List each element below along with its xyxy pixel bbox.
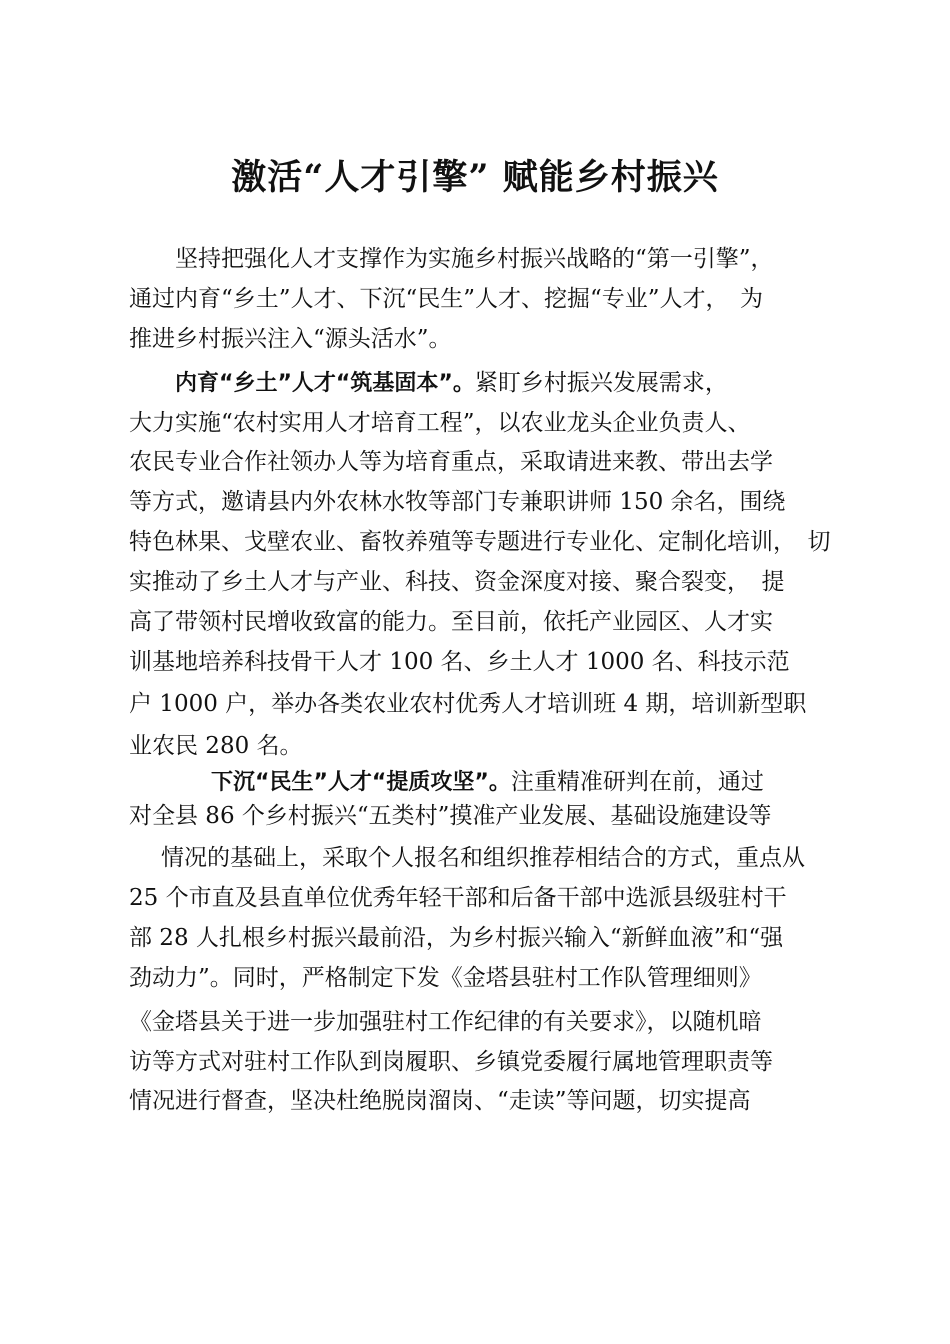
document-title: 激活“人才引擎” 赋能乡村振兴 [231, 157, 719, 198]
section2-line: 情况的基础上，采取个人报名和组织推荐相结合的方式，重点从 [161, 845, 805, 871]
section1-line: 特色林果、戈壁农业、畜牧养殖等专题进行专业化、定制化培训， 切 [129, 529, 831, 555]
intro-line: 推进乡村振兴注入“源头活水”。 [129, 326, 452, 352]
section1-line: 户 1000 户，举办各类农业农村优秀人才培训班 4 期，培训新型职 [129, 691, 807, 717]
section1-line: 高了带领村民增收致富的能力。至目前，依托产业园区、人才实 [129, 609, 773, 635]
section2-line: 访等方式对驻村工作队到岗履职、乡镇党委履行属地管理职责等 [129, 1049, 773, 1075]
section1-line: 农民专业合作社领办人等为培育重点，采取请进来教、带出去学 [129, 449, 773, 475]
section2-line: 对全县 86 个乡村振兴“五类村”摸准产业发展、基础设施建设等 [129, 803, 772, 829]
section2-line: 25 个市直及县直单位优秀年轻干部和后备干部中选派县级驻村干 [129, 885, 787, 911]
section1-line: 大力实施“农村实用人才培育工程”，以农业龙头企业负责人、 [129, 410, 751, 436]
section2-first-line-text: 注重精准研判在前，通过 [510, 769, 764, 795]
section2-line: 劲动力”。同时，严格制定下发《金塔县驻村工作队管理细则》 [129, 965, 762, 991]
section1-first-line [175, 365, 728, 402]
section2-first-line [211, 764, 764, 801]
intro-line: 坚持把强化人才支撑作为实施乡村振兴战略的“第一引擎”， [175, 246, 774, 272]
section2-line: 《金塔县关于进一步加强驻村工作纪律的有关要求》，以随机暗 [129, 1009, 762, 1035]
section1-line: 等方式，邀请县内外农林水牧等部门专兼职讲师 150 余名，围绕 [129, 489, 786, 515]
intro-line: 通过内育“乡土”人才、下沉“民生”人才、挖掘“专业”人才， 为 [129, 286, 764, 312]
section2-line: 情况进行督查，坚决杜绝脱岗溜岗、“走读”等问题，切实提高 [129, 1088, 751, 1114]
section1-first-line-text: 紧盯乡村振兴发展需求， [474, 370, 728, 396]
section2-heading: 下沉“民生”人才“提质攻坚”。 [211, 770, 511, 795]
section2-line: 部 28 人扎根乡村振兴最前沿，为乡村振兴输入“新鲜血液”和“强 [129, 925, 784, 951]
section1-heading: 内育“乡土”人才“筑基固本”。 [175, 371, 475, 396]
section1-line: 训基地培养科技骨干人才 100 名、乡土人才 1000 名、科技示范 [129, 649, 790, 675]
section1-line: 实推动了乡土人才与产业、科技、资金深度对接、聚合裂变， 提 [129, 569, 785, 595]
section1-line: 业农民 280 名。 [129, 733, 303, 759]
